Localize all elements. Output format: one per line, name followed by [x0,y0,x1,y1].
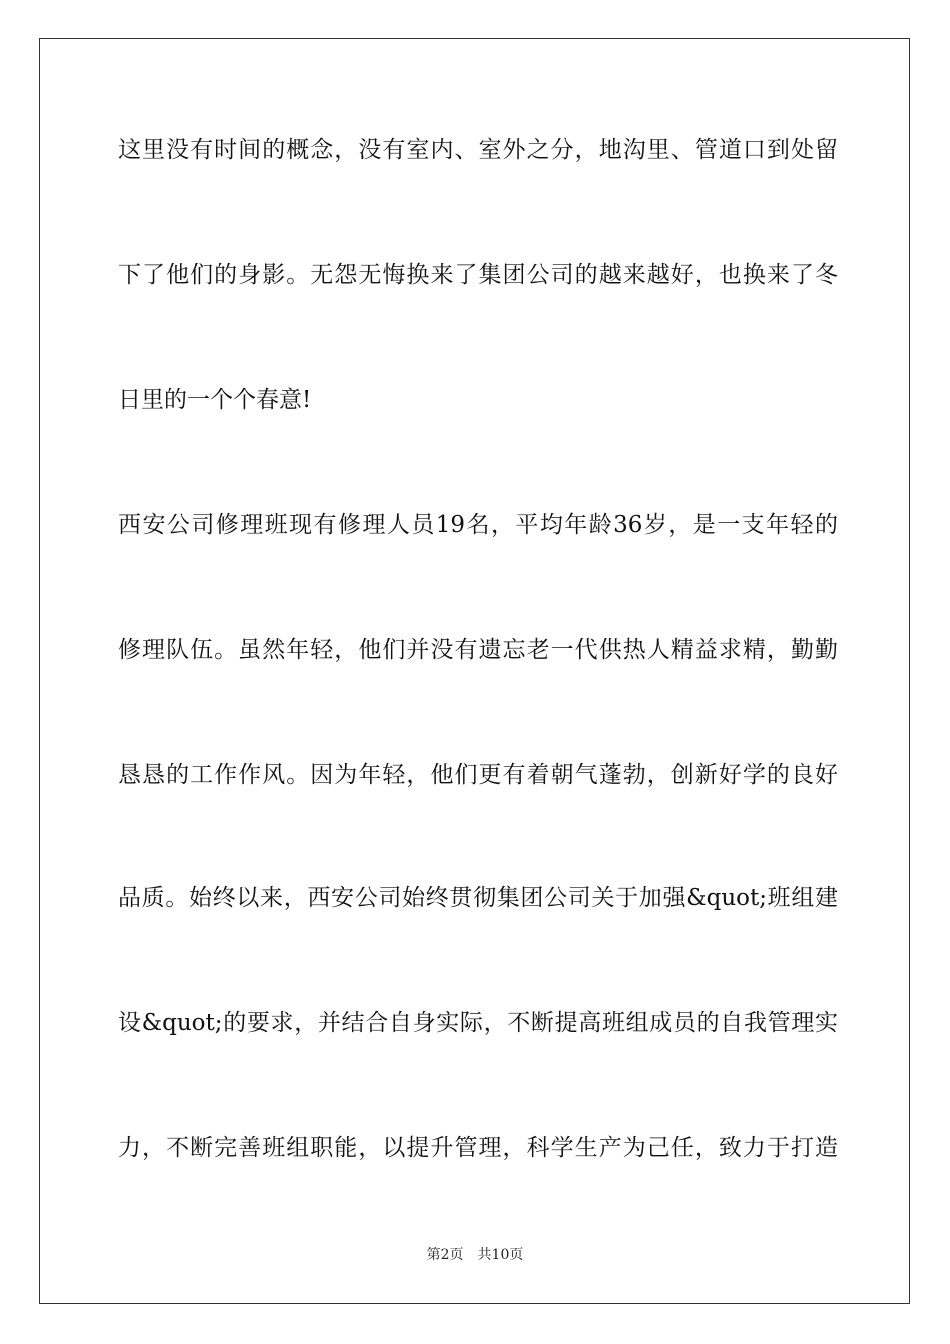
body-text-line: 西安公司修理班现有修理人员19名，平均年龄36岁，是一支年轻的 [118,512,838,538]
page-footer [0,1245,950,1265]
page-border [39,38,910,1304]
body-text-line: 品质。始终以来，西安公司始终贯彻集团公司关于加强&quot;班组建 [118,885,838,911]
page-number: 第2页 [426,1247,464,1263]
body-text-line: 恳恳的工作作风。因为年轻，他们更有着朝气蓬勃，创新好学的良好 [118,762,838,788]
body-text-line: 日里的一个个春意! [118,387,312,413]
body-text-line: 设&quot;的要求，并结合自身实际，不断提高班组成员的自我管理实 [118,1010,838,1036]
body-text-line: 下了他们的身影。无怨无悔换来了集团公司的越来越好，也换来了冬 [118,262,838,288]
body-text-line: 力，不断完善班组职能，以提升管理，科学生产为己任，致力于打造 [118,1135,838,1161]
page-total: 共10页 [477,1247,524,1263]
body-text-line: 这里没有时间的概念，没有室内、室外之分，地沟里、管道口到处留 [118,137,838,163]
body-text-line: 修理队伍。虽然年轻，他们并没有遗忘老一代供热人精益求精，勤勤 [118,637,838,663]
